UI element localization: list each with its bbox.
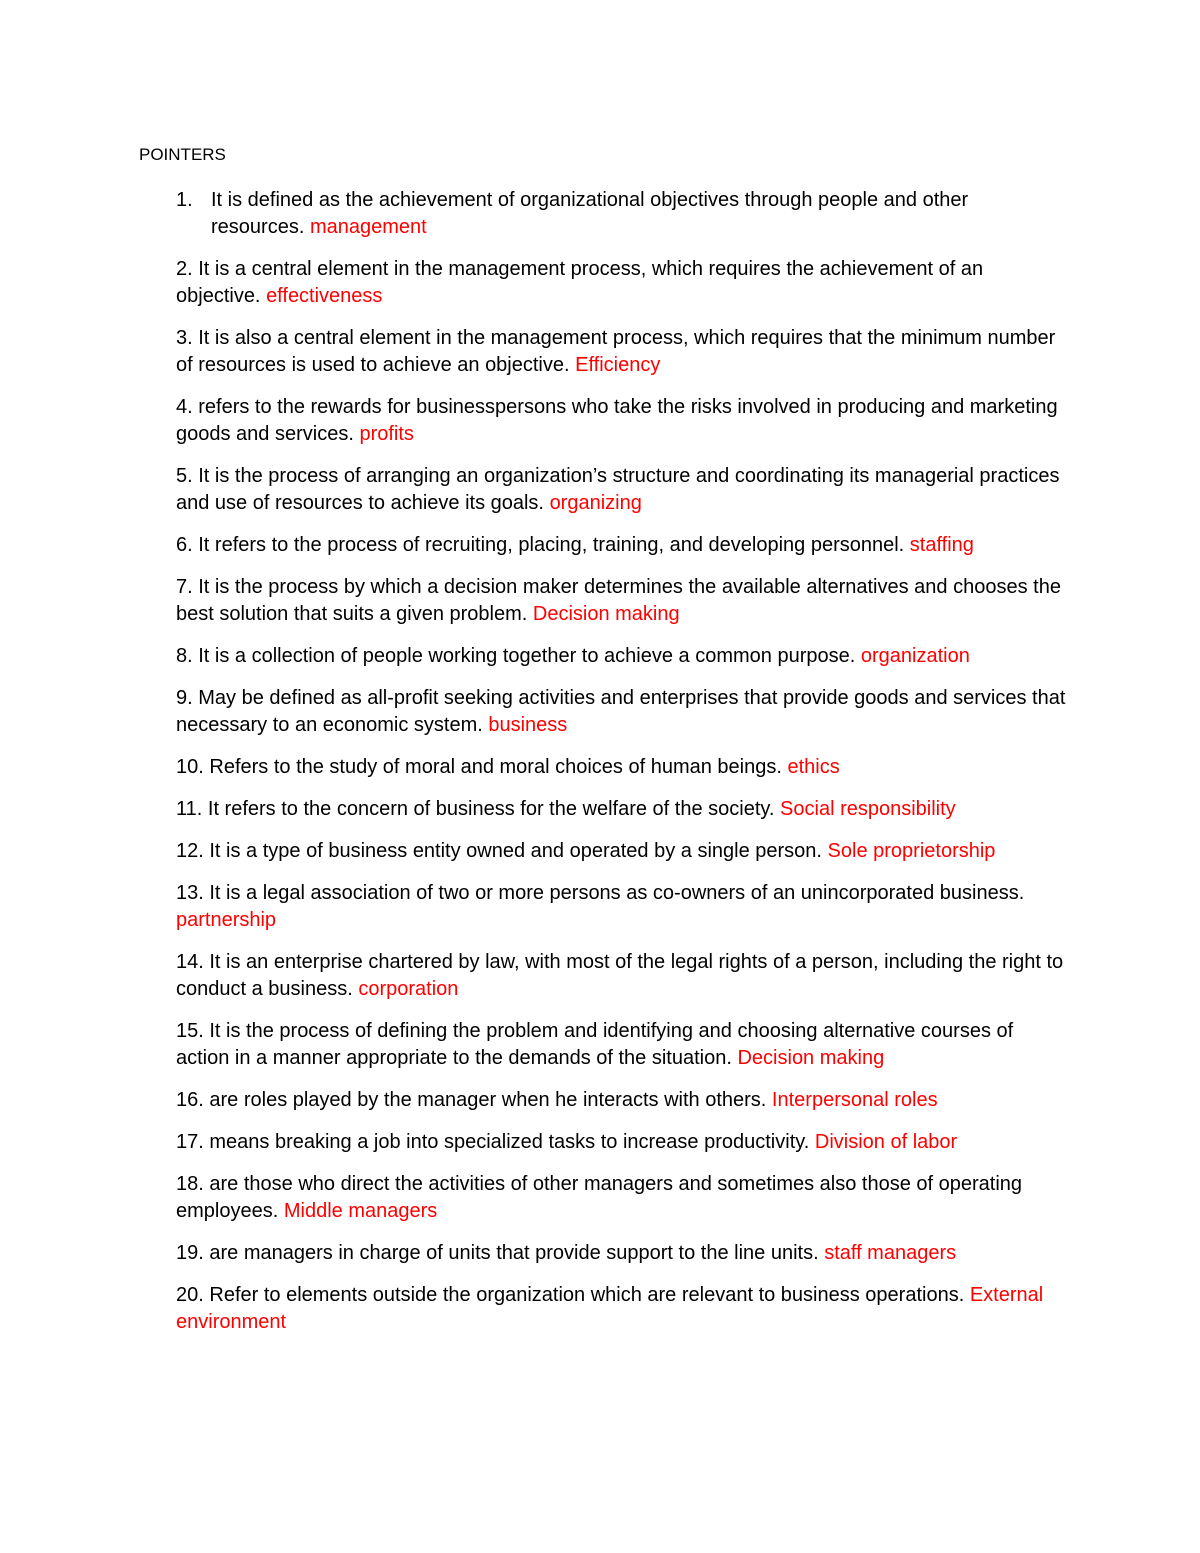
item-answer: Decision making [737, 1047, 885, 1069]
item-text: are those who direct the activities of other managers and sometimes also those of operating employees. [176, 1173, 1023, 1222]
list-item [176, 1018, 1066, 1072]
item-number: 15. [176, 1020, 204, 1042]
item-text: It refers to the process of recruiting, placing, training, and developing personnel. [198, 534, 905, 556]
list-item [176, 463, 1066, 517]
list-item [176, 325, 1066, 379]
item-answer: management [309, 216, 427, 238]
item-text: means breaking a job into specialized tasks to increase productivity. [209, 1131, 810, 1153]
item-number: 2. [176, 258, 193, 280]
item-answer: staffing [909, 534, 974, 556]
item-number: 14. [176, 951, 204, 973]
item-text: It is the process by which a decision maker determines the available alternatives and chooses the best solution that suits a given problem. [176, 576, 1061, 625]
item-answer: partnership [176, 909, 277, 931]
item-answer: organizing [549, 492, 642, 514]
item-number: 10. [176, 756, 204, 778]
list-item [176, 754, 1066, 781]
item-answer: effectiveness [266, 285, 383, 307]
item-number: 13. [176, 882, 204, 904]
item-answer: ethics [787, 756, 840, 778]
item-text: are managers in charge of units that provide support to the line units. [209, 1242, 819, 1264]
item-text: It is an enterprise chartered by law, with most of the legal rights of a person, including the right to conduct a business. [176, 951, 1064, 1000]
item-answer: Middle managers [283, 1200, 438, 1222]
item-text: are roles played by the manager when he interacts with others. [209, 1089, 767, 1111]
list-item [176, 880, 1066, 934]
item-text: It refers to the concern of business for the welfare of the society. [207, 798, 775, 820]
item-answer: Interpersonal roles [771, 1089, 938, 1111]
item-text: May be defined as all-profit seeking activities and enterprises that provide goods and services that necessary to an economic system. [176, 687, 1066, 736]
item-text: It is a central element in the management process, which requires the achievement of an objective. [176, 258, 984, 307]
list-item [176, 394, 1066, 448]
item-answer: business [488, 714, 568, 736]
item-number: 11. [176, 798, 203, 820]
pointer-list [176, 187, 1066, 1351]
list-item [176, 532, 1066, 559]
item-number: 9. [176, 687, 193, 709]
list-item [176, 838, 1066, 865]
item-number: 17. [176, 1131, 204, 1153]
list-item [176, 1240, 1066, 1267]
item-answer: corporation [358, 978, 459, 1000]
list-item [176, 643, 1066, 670]
item-answer: Efficiency [575, 354, 661, 376]
item-number: 19. [176, 1242, 204, 1264]
item-text: It is a collection of people working together to achieve a common purpose. [198, 645, 856, 667]
item-text: It is defined as the achievement of organizational objectives through people and other resources. [211, 189, 969, 238]
item-answer: Decision making [532, 603, 680, 625]
list-item [176, 187, 1066, 241]
item-text: refers to the rewards for businesspersons who take the risks involved in producing and marketing goods and services. [176, 396, 1058, 445]
item-number: 8. [176, 645, 193, 667]
item-text: It is the process of defining the problem and identifying and choosing alternative courses of action in a manner appropriate to the demands of the situation. [176, 1020, 1014, 1069]
item-text: It is a type of business entity owned and operated by a single person. [209, 840, 822, 862]
list-item [176, 685, 1066, 739]
list-item [176, 256, 1066, 310]
item-number: 1. [176, 189, 193, 211]
item-answer: Sole proprietorship [827, 840, 996, 862]
list-item [176, 1129, 1066, 1156]
item-number: 7. [176, 576, 193, 598]
item-answer: profits [359, 423, 414, 445]
page-heading: POINTERS [139, 145, 226, 164]
item-text: It is a legal association of two or more persons as co-owners of an unincorporated business. [209, 882, 1025, 904]
list-item [176, 1282, 1066, 1336]
item-answer: Social responsibility [780, 798, 956, 820]
item-answer: External environment [176, 1284, 1044, 1333]
item-answer: organization [860, 645, 970, 667]
item-number: 12. [176, 840, 204, 862]
item-text: It is also a central element in the management process, which requires that the minimum number of resources is used to achieve an objective. [176, 327, 1056, 376]
list-item [176, 949, 1066, 1003]
item-answer: Division of labor [814, 1131, 958, 1153]
list-item [176, 796, 1066, 823]
item-number: 16. [176, 1089, 204, 1111]
item-text: It is the process of arranging an organization’s structure and coordinating its managerial practices and use of resources to achieve its goals. [176, 465, 1060, 514]
item-text: Refer to elements outside the organization which are relevant to business operations. [209, 1284, 965, 1306]
item-number: 3. [176, 327, 193, 349]
item-answer: staff managers [824, 1242, 957, 1264]
item-number: 5. [176, 465, 193, 487]
list-item [176, 574, 1066, 628]
list-item [176, 1171, 1066, 1225]
item-number: 4. [176, 396, 193, 418]
item-body [211, 187, 1066, 241]
item-number: 6. [176, 534, 193, 556]
list-item [176, 1087, 1066, 1114]
item-number: 18. [176, 1173, 204, 1195]
item-text: Refers to the study of moral and moral choices of human beings. [209, 756, 782, 778]
item-number: 20. [176, 1284, 204, 1306]
